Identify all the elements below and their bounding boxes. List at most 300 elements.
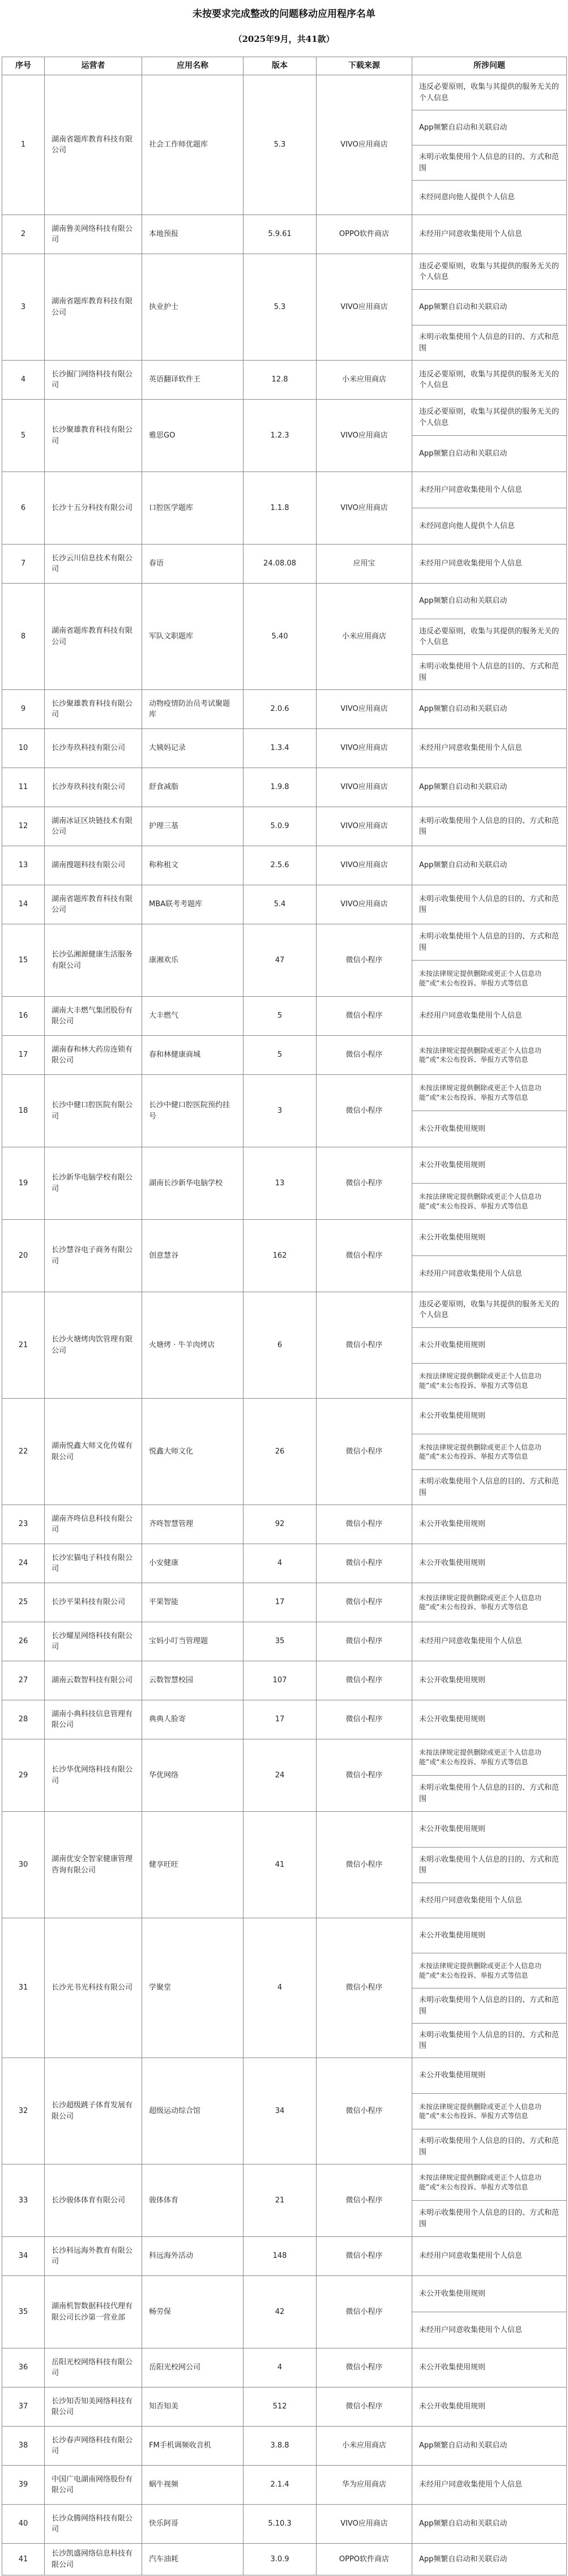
cell-no: [2, 1918, 45, 2058]
source-text: 微信小程序: [345, 2252, 383, 2261]
cell-no: [2, 2543, 45, 2575]
cell-app: [142, 254, 244, 361]
issue-item: [412, 689, 567, 729]
header-col-source: [316, 57, 412, 75]
issue-text: 违反必要原则，收集与其提供的服务无关的个人信息: [419, 627, 560, 646]
source-text: 微信小程序: [345, 1520, 383, 1529]
version-text: 3.8.8: [270, 2441, 289, 2450]
cell-version: [243, 2164, 317, 2237]
no-text: 18: [18, 1106, 28, 1115]
cell-no: [2, 2164, 45, 2237]
source-text: 微信小程序: [345, 1559, 383, 1568]
issue-text: 未经用户同意收集使用个人信息: [419, 1269, 523, 1278]
cell-no: [2, 1583, 45, 1622]
version-text: 26: [275, 1447, 285, 1456]
cell-source: [316, 1398, 412, 1505]
cell-app: [142, 807, 244, 846]
document-subtitle: （2025年9月，共41款）: [233, 34, 335, 44]
source-text: 微信小程序: [345, 2363, 383, 2372]
version-text: 5.3: [274, 140, 286, 149]
no-text: 4: [20, 375, 26, 384]
cell-version: [243, 2426, 317, 2466]
issue-item: [412, 960, 567, 997]
issue-text: 违反必要原则，收集与其提供的服务无关的个人信息: [419, 83, 560, 102]
no-text: 5: [20, 431, 26, 440]
no-text: 13: [18, 861, 28, 870]
cell-operator: [44, 1398, 142, 1505]
no-text: 7: [20, 559, 26, 568]
operator-text: 长沙众腾网络科技有限公司: [52, 2514, 133, 2534]
cell-no: [2, 1219, 45, 1292]
header-col-app: [142, 57, 244, 75]
no-text: 17: [18, 1051, 28, 1060]
issue-text: 未按法律规定提供删除或更正个人信息功能”或“未公布投诉、举报方式等信息: [419, 970, 542, 987]
source-text: 微信小程序: [345, 1178, 383, 1188]
cell-operator: [44, 2348, 142, 2388]
app-text: 齐咚智慧管理: [149, 1520, 194, 1529]
source-text: VIVO应用商店: [340, 503, 388, 512]
cell-version: [243, 544, 317, 584]
cell-app: [142, 2275, 244, 2348]
cell-no: [2, 2275, 45, 2348]
version-text: 3.0.9: [270, 2554, 289, 2564]
operator-text: 长沙华优网络科技有限公司: [52, 1765, 133, 1785]
cell-no: [2, 768, 45, 807]
issue-text: 未公开收集使用规则: [419, 1931, 486, 1940]
source-text: 微信小程序: [345, 1051, 383, 1060]
issue-item: [412, 1035, 567, 1075]
source-text: VIVO应用商店: [340, 822, 388, 831]
issue-item: [412, 1434, 567, 1470]
issue-text: 未公开收集使用规则: [419, 2071, 486, 2080]
no-text: 24: [18, 1559, 28, 1568]
cell-operator: [44, 1583, 142, 1622]
no-text: 16: [18, 1011, 28, 1021]
source-text: 微信小程序: [345, 1860, 383, 1869]
no-text: 28: [18, 1715, 28, 1724]
issue-item: [412, 924, 567, 961]
issue-item: [412, 75, 567, 110]
issue-item: [412, 654, 567, 690]
header-label: 所涉问题: [473, 61, 505, 70]
cell-app: [142, 1398, 244, 1505]
operator-text: 长沙聚雄教育科技有限公司: [52, 699, 133, 719]
issue-text: 未按法律规定提供删除或更正个人信息功能”或“未公布投诉、举报方式等信息: [419, 1443, 542, 1460]
issue-text: 未经用户同意收集使用个人信息: [419, 744, 523, 753]
issue-item: [412, 2275, 567, 2312]
header-label: 序号: [15, 61, 31, 70]
no-text: 30: [18, 1860, 28, 1869]
operator-text: 长沙平果科技有限公司: [52, 1598, 126, 1607]
issue-text: App频繁自启动和关联启动: [419, 783, 507, 792]
cell-version: [243, 1739, 317, 1812]
cell-source: [316, 544, 412, 584]
issue-text: 未经用户同意收集使用个人信息: [419, 1637, 523, 1646]
cell-no: [2, 75, 45, 215]
issue-item: [412, 180, 567, 215]
issue-text: 未明示收集使用个人信息的目的、方式和范围: [419, 894, 560, 914]
app-text: 大丰燃气: [149, 1011, 179, 1021]
no-text: 14: [18, 900, 28, 909]
version-text: 92: [275, 1520, 285, 1529]
issue-item: [412, 360, 567, 400]
issue-text: 未经用户同意收集使用个人信息: [419, 1896, 523, 1905]
app-text: 平果智能: [149, 1598, 179, 1607]
cell-version: [243, 1219, 317, 1292]
issue-item: [412, 1398, 567, 1434]
cell-operator: [44, 1622, 142, 1661]
issue-item: [412, 1219, 567, 1256]
cell-version: [243, 254, 317, 361]
cell-app: [142, 924, 244, 997]
cell-operator: [44, 2058, 142, 2164]
cell-version: [243, 1700, 317, 1739]
issue-item: [412, 996, 567, 1036]
no-text: 23: [18, 1520, 28, 1529]
cell-version: [243, 924, 317, 997]
issue-item: [412, 289, 567, 325]
cell-no: [2, 2465, 45, 2505]
version-text: 24.08.08: [263, 559, 296, 568]
cell-app: [142, 2236, 244, 2276]
issue-item: [412, 2164, 567, 2201]
issue-text: 未按法律规定提供删除或更正个人信息功能”或“未公布投诉、举报方式等信息: [419, 1748, 542, 1766]
cell-no: [2, 807, 45, 846]
cell-version: [243, 2504, 317, 2544]
operator-text: 湖南大丰燃气集团股份有限公司: [52, 1006, 133, 1026]
cell-no: [2, 689, 45, 729]
issue-item: [412, 2465, 567, 2505]
version-text: 17: [275, 1598, 285, 1607]
issue-item: [412, 2093, 567, 2129]
no-text: 20: [18, 1251, 28, 1260]
cell-source: [316, 1505, 412, 1544]
issue-text: App频繁自启动和关联启动: [419, 705, 507, 714]
cell-operator: [44, 885, 142, 924]
app-text: 创意慧谷: [149, 1251, 179, 1260]
issue-item: [412, 2387, 567, 2427]
cell-version: [243, 1398, 317, 1505]
cell-app: [142, 1074, 244, 1147]
no-text: 10: [18, 744, 28, 753]
version-text: 13: [275, 1178, 285, 1188]
cell-source: [316, 399, 412, 472]
no-text: 22: [18, 1447, 28, 1456]
app-text: 执业护士: [149, 302, 179, 311]
issue-item: [412, 807, 567, 846]
cell-version: [243, 1811, 317, 1918]
cell-app: [142, 2348, 244, 2388]
app-text: 口腔医学题库: [149, 503, 194, 512]
source-text: 微信小程序: [345, 1637, 383, 1646]
cell-app: [142, 2426, 244, 2466]
source-text: 微信小程序: [345, 1771, 383, 1780]
cell-no: [2, 2058, 45, 2164]
cell-app: [142, 472, 244, 545]
cell-operator: [44, 924, 142, 997]
cell-no: [2, 1074, 45, 1147]
cell-source: [316, 1147, 412, 1220]
operator-text: 湖南小典科技信息管理有限公司: [52, 1709, 133, 1729]
cell-operator: [44, 2387, 142, 2427]
app-text: 知否知美: [149, 2402, 179, 2411]
app-text: 骏体体育: [149, 2196, 179, 2205]
cell-source: [316, 1811, 412, 1918]
issue-text: 违反必要原则，收集与其提供的服务无关的个人信息: [419, 408, 560, 427]
issue-text: 未公开收集使用规则: [419, 1715, 486, 1724]
cell-version: [243, 1074, 317, 1147]
cell-source: [316, 2504, 412, 2544]
no-text: 11: [18, 783, 28, 792]
no-text: 12: [18, 822, 28, 831]
cell-operator: [44, 728, 142, 768]
cell-source: [316, 1292, 412, 1399]
issue-text: 未明示收集使用个人信息的目的、方式和范围: [419, 662, 560, 682]
version-text: 47: [275, 955, 285, 965]
cell-version: [243, 399, 317, 472]
issue-text: 未公开收集使用规则: [419, 1825, 486, 1834]
cell-operator: [44, 807, 142, 846]
issue-text: 未按法律规定提供删除或更正个人信息功能”或“未公布投诉、举报方式等信息: [419, 1084, 542, 1101]
source-text: 微信小程序: [345, 2307, 383, 2316]
no-text: 37: [18, 2402, 28, 2411]
cell-source: [316, 2236, 412, 2276]
cell-no: [2, 996, 45, 1036]
issue-text: 未公开收集使用规则: [419, 2289, 486, 2298]
issue-text: 未明示收集使用个人信息的目的、方式和范围: [419, 1784, 560, 1803]
source-text: 微信小程序: [345, 2106, 383, 2115]
cell-app: [142, 399, 244, 472]
issue-text: 未明示收集使用个人信息的目的、方式和范围: [419, 1477, 560, 1497]
cell-no: [2, 360, 45, 400]
source-text: 微信小程序: [345, 955, 383, 965]
issue-text: App频繁自启动和关联启动: [419, 861, 507, 870]
cell-source: [316, 2164, 412, 2237]
operator-text: 长沙聚雄教育科技有限公司: [52, 426, 133, 445]
app-text: 舒食减脂: [149, 783, 179, 792]
issue-text: 未公开收集使用规则: [419, 1676, 486, 1685]
version-text: 3: [277, 1106, 283, 1115]
app-text: 火塘烤 · 牛羊肉烤店: [149, 1340, 215, 1349]
source-text: VIVO应用商店: [340, 431, 388, 440]
issue-text: 未经同意向他人提供个人信息: [419, 521, 515, 530]
cell-app: [142, 1035, 244, 1075]
cell-app: [142, 2164, 244, 2237]
cell-version: [243, 1544, 317, 1583]
cell-operator: [44, 2275, 142, 2348]
cell-app: [142, 1544, 244, 1583]
issue-text: 未经用户同意收集使用个人信息: [419, 2480, 523, 2489]
cell-operator: [44, 254, 142, 361]
source-text: OPPO软件商店: [339, 230, 390, 239]
cell-operator: [44, 1811, 142, 1918]
cell-operator: [44, 1544, 142, 1583]
cell-no: [2, 583, 45, 690]
issue-item: [412, 1883, 567, 1918]
issue-item: [412, 1661, 567, 1700]
issue-item: [412, 2348, 567, 2388]
cell-no: [2, 1739, 45, 1812]
app-text: 岳阳光校网公司: [149, 2363, 201, 2372]
cell-operator: [44, 75, 142, 215]
issue-text: 未明示收集使用个人信息的目的、方式和范围: [419, 153, 560, 173]
cell-app: [142, 1583, 244, 1622]
cell-app: [142, 1661, 244, 1700]
cell-version: [243, 728, 317, 768]
operator-text: 长沙火塘烤肉饮管理有限公司: [52, 1335, 133, 1355]
cell-operator: [44, 544, 142, 584]
no-text: 9: [20, 705, 26, 714]
version-text: 162: [272, 1251, 287, 1260]
app-text: 护理三基: [149, 822, 179, 831]
issue-text: 未经用户同意收集使用个人信息: [419, 230, 523, 239]
issue-text: App频繁自启动和关联启动: [419, 2441, 507, 2450]
cell-app: [142, 1219, 244, 1292]
cell-no: [2, 885, 45, 924]
cell-version: [243, 1147, 317, 1220]
issue-item: [412, 110, 567, 145]
issue-text: 未公开收集使用规则: [419, 2402, 486, 2411]
source-text: 微信小程序: [345, 1011, 383, 1021]
operator-text: 长沙耀星网络科技有限公司: [52, 1631, 133, 1651]
no-text: 27: [18, 1676, 28, 1685]
version-text: 21: [275, 2196, 285, 2205]
operator-text: 湖南机智数据科技代理有限公司长沙第一营业部: [52, 2302, 133, 2322]
app-text: 云数智慧校园: [149, 1676, 194, 1685]
issue-item: [412, 583, 567, 619]
cell-operator: [44, 1147, 142, 1220]
cell-no: [2, 1398, 45, 1505]
cell-source: [316, 2275, 412, 2348]
cell-operator: [44, 2504, 142, 2544]
operator-text: 岳阳光校网络科技有限公司: [52, 2358, 133, 2377]
app-text: 畅劳保: [149, 2307, 172, 2316]
cell-app: [142, 215, 244, 254]
cell-version: [243, 1918, 317, 2058]
cell-source: [316, 1583, 412, 1622]
issue-item: [412, 1292, 567, 1328]
cell-source: [316, 472, 412, 545]
version-text: 17: [275, 1715, 285, 1724]
issue-item: [412, 1583, 567, 1622]
version-text: 5: [277, 1011, 283, 1021]
no-text: 35: [18, 2307, 28, 2316]
app-text: 快乐阿哥: [149, 2519, 179, 2528]
cell-no: [2, 254, 45, 361]
source-text: 微信小程序: [345, 2196, 383, 2205]
operator-text: 湖南云数智科技有限公司: [52, 1676, 133, 1685]
source-text: VIVO应用商店: [340, 783, 388, 792]
issue-item: [412, 1505, 567, 1544]
app-text: 长沙中健口腔医院预约挂号: [149, 1101, 230, 1121]
issue-text: 违反必要原则，收集与其提供的服务无关的个人信息: [419, 1300, 560, 1319]
version-text: 5.10.3: [268, 2519, 292, 2528]
header-col-no: [2, 57, 45, 75]
version-text: 12.8: [271, 375, 288, 384]
cell-source: [316, 768, 412, 807]
operator-text: 长沙掘门网络科技有限公司: [52, 370, 133, 389]
issue-item: [412, 1363, 567, 1399]
version-text: 5: [277, 1051, 283, 1060]
app-text: 科远海外活动: [149, 2252, 194, 2261]
cell-no: [2, 1622, 45, 1661]
issue-item: [412, 2543, 567, 2575]
issue-item: [412, 472, 567, 508]
issue-text: 未明示收集使用个人信息的目的、方式和范围: [419, 1996, 560, 2016]
app-text: MBA联考考题库: [149, 900, 203, 909]
issue-text: App频繁自启动和关联启动: [419, 123, 507, 132]
issue-item: [412, 1255, 567, 1292]
issue-item: [412, 728, 567, 768]
issue-text: 未经用户同意收集使用个人信息: [419, 559, 523, 568]
app-text: 春语: [149, 559, 164, 568]
cell-app: [142, 2387, 244, 2427]
issue-item: [412, 2236, 567, 2276]
cell-no: [2, 2348, 45, 2388]
cell-no: [2, 1700, 45, 1739]
issue-item: [412, 1953, 567, 1988]
no-text: 36: [18, 2363, 28, 2372]
cell-version: [243, 768, 317, 807]
no-text: 32: [18, 2106, 28, 2115]
source-text: 微信小程序: [345, 1983, 383, 1992]
cell-no: [2, 1147, 45, 1220]
version-text: 512: [272, 2402, 287, 2411]
issue-text: 未明示收集使用个人信息的目的、方式和范围: [419, 932, 560, 952]
cell-operator: [44, 2543, 142, 2575]
issue-item: [412, 1327, 567, 1364]
issue-item: [412, 435, 567, 472]
cell-source: [316, 996, 412, 1036]
cell-source: [316, 254, 412, 361]
no-text: 25: [18, 1598, 28, 1607]
cell-version: [243, 2465, 317, 2505]
cell-source: [316, 728, 412, 768]
issue-item: [412, 885, 567, 924]
issue-text: 未明示收集使用个人信息的目的、方式和范围: [419, 2209, 560, 2228]
issue-text: 未经同意向他人提供个人信息: [419, 193, 515, 202]
version-text: 5.0.9: [270, 822, 289, 831]
header-col-issues: [412, 57, 567, 75]
issue-text: 未按法律规定提供删除或更正个人信息功能”或“未公布投诉、举报方式等信息: [419, 1046, 542, 1064]
cell-no: [2, 1544, 45, 1583]
operator-text: 长沙超级跳子体育发展有限公司: [52, 2101, 133, 2121]
cell-version: [243, 689, 317, 729]
source-text: VIVO应用商店: [340, 302, 388, 311]
source-text: 微信小程序: [345, 1447, 383, 1456]
app-text: 湖南长沙新华电脑学校: [149, 1178, 223, 1188]
version-text: 2.0.6: [270, 705, 289, 714]
cell-app: [142, 75, 244, 215]
cell-source: [316, 2387, 412, 2427]
cell-no: [2, 1811, 45, 1918]
app-text: 军队文职题库: [149, 632, 194, 641]
app-text: 本地预报: [149, 230, 179, 239]
operator-text: 湖南悦鑫大师文化传媒有限公司: [52, 1442, 133, 1461]
header-label: 应用名称: [177, 61, 208, 70]
cell-no: [2, 1505, 45, 1544]
version-text: 4: [277, 2363, 283, 2372]
cell-operator: [44, 399, 142, 472]
cell-source: [316, 2543, 412, 2575]
cell-source: [316, 1700, 412, 1739]
issue-text: 未公开收集使用规则: [419, 1124, 486, 1133]
version-text: 5.4: [274, 900, 286, 909]
issue-text: 未明示收集使用个人信息的目的、方式和范围: [419, 333, 560, 353]
cell-operator: [44, 2236, 142, 2276]
issue-item: [412, 399, 567, 436]
cell-version: [243, 2275, 317, 2348]
